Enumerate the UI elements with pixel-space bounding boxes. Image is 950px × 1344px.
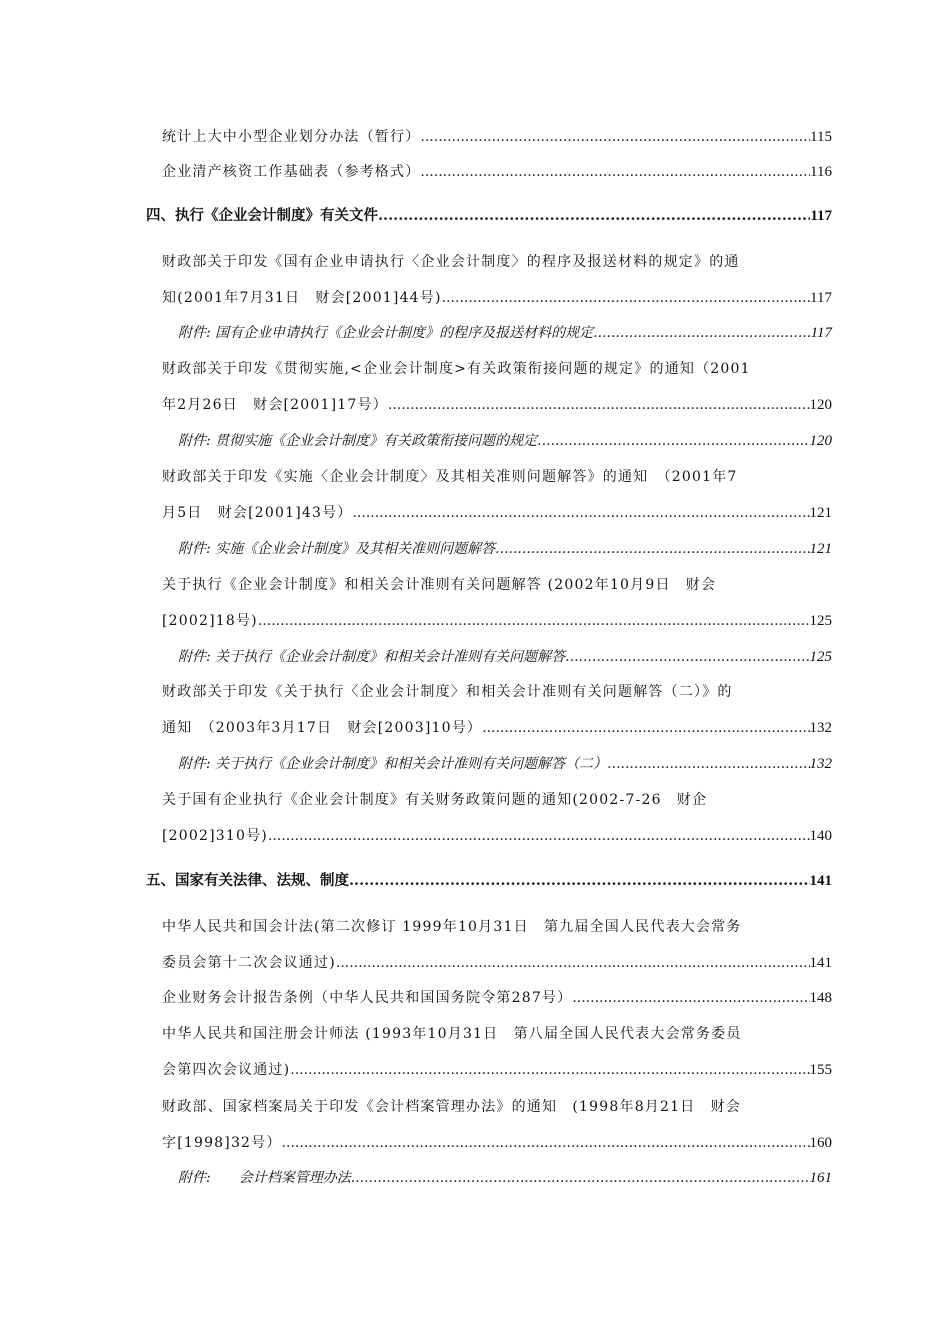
toc-page-number: 117 (810, 208, 832, 224)
toc-entry[interactable] (162, 1097, 832, 1153)
dot-leader (351, 1168, 810, 1188)
toc-entry-title-line2: 会第四次会议通过) (162, 1062, 291, 1078)
toc-attachment-title: 附件: 贯彻实施《企业会计制度》有关政策衔接问题的规定 (178, 433, 538, 449)
dot-leader (378, 206, 810, 226)
toc-entry-title-line2: 通知 （2003年3月17日 财会[2003]10号） (162, 720, 483, 736)
dot-leader (607, 754, 809, 774)
toc-attachment-title: 附件: 会计档案管理办法 (178, 1170, 351, 1186)
toc-entry-title: 企业财务会计报告条例（中华人民共和国国务院令第287号） (162, 990, 573, 1006)
toc-attachment[interactable] (178, 754, 832, 774)
toc-entry[interactable] (162, 917, 832, 973)
dot-leader (565, 647, 809, 667)
toc-attachment[interactable] (178, 539, 832, 559)
toc-entry-title-line2: 委员会第十二次会议通过) (162, 955, 336, 971)
toc-page-number: 161 (809, 1170, 832, 1186)
toc-attachment-title: 附件: 国有企业申请执行《企业会计制度》的程序及报送材料的规定 (178, 325, 594, 341)
toc-section-heading[interactable] (146, 871, 832, 891)
dot-leader (349, 871, 810, 891)
toc-page-number: 117 (810, 290, 832, 306)
toc-page-number: 125 (809, 649, 832, 665)
toc-page-number: 141 (809, 955, 832, 971)
toc-entry[interactable] (162, 252, 832, 308)
toc-entry-title-line2: [2002]310号) (162, 828, 268, 844)
toc-page-number: 120 (809, 397, 832, 413)
toc-entry[interactable] (162, 575, 832, 631)
toc-entry[interactable] (162, 1024, 832, 1080)
toc-page-number: 121 (809, 541, 832, 557)
toc-attachment-title: 附件: 关于执行《企业会计制度》和相关会计准则有关问题解答（二） (178, 756, 608, 772)
toc-entry[interactable] (162, 988, 832, 1008)
toc-page-number: 121 (809, 505, 832, 521)
dot-leader (420, 127, 810, 147)
toc-page-number: 125 (809, 613, 832, 629)
dot-leader (352, 503, 809, 523)
toc-entry-title: 统计上大中小型企业划分办法（暂行） (162, 129, 421, 145)
toc-entry-title-line2: 字[1998]32号） (162, 1135, 282, 1151)
toc-section-title: 五、国家有关法律、法规、制度 (146, 872, 349, 889)
toc-entry[interactable] (162, 359, 832, 415)
toc-entry-title-line2: 年2月26日 财会[2001]17号） (162, 397, 388, 413)
toc-attachment-title: 附件: 关于执行《企业会计制度》和相关会计准则有关问题解答 (178, 649, 566, 665)
toc-page-number: 120 (809, 433, 832, 449)
toc-page-number: 155 (809, 1062, 832, 1078)
toc-entry-title-line2: 月5日 财会[2001]43号） (162, 505, 353, 521)
toc-entry[interactable] (162, 790, 832, 846)
toc-attachment[interactable] (178, 431, 832, 451)
toc-entry[interactable] (162, 127, 832, 147)
toc-page-number: 132 (809, 720, 832, 736)
dot-leader (420, 162, 810, 182)
dot-leader (290, 1060, 809, 1080)
toc-attachment[interactable] (178, 323, 832, 343)
dot-leader (593, 323, 810, 343)
toc-page-number: 160 (809, 1135, 832, 1151)
toc-entry-title-line1: 财政部关于印发《贯彻实施,<企业会计制度>有关政策衔接问题的规定》的通知（2001 (162, 361, 751, 377)
toc-entry[interactable] (162, 467, 832, 523)
dot-leader (482, 718, 809, 738)
toc-section-title: 四、执行《企业会计制度》有关文件 (146, 207, 378, 224)
dot-leader (442, 288, 810, 308)
toc-attachment[interactable] (178, 1168, 832, 1188)
toc-page-number: 141 (809, 873, 832, 889)
dot-leader (336, 953, 810, 973)
toc-entry-title-line1: 财政部关于印发《国有企业申请执行〈企业会计制度〉的程序及报送材料的规定》的通 (162, 254, 740, 270)
toc-entry-title: 企业清产核资工作基础表（参考格式） (162, 164, 421, 180)
toc-entry-title-line1: 关于国有企业执行《企业会计制度》有关财务政策问题的通知(2002-7-26 财企 (162, 792, 708, 808)
toc-entry[interactable] (162, 682, 832, 738)
dot-leader (268, 826, 810, 846)
toc-page-number: 117 (810, 325, 832, 341)
toc-attachment[interactable] (178, 647, 832, 667)
toc-entry-title-line2: 知(2001年7月31日 财会[2001]44号) (162, 290, 442, 306)
toc-page-number: 115 (810, 129, 832, 145)
dot-leader (282, 1133, 810, 1153)
toc-entry-title-line1: 财政部关于印发《关于执行〈企业会计制度〉和相关会计准则有关问题解答（二）》的 (162, 684, 733, 700)
dot-leader (388, 395, 810, 415)
toc-page-number: 132 (809, 756, 832, 772)
toc-entry-title-line2: [2002]18号) (162, 613, 258, 629)
toc-entry-title-line1: 关于执行《企业会计制度》和相关会计准则有关问题解答 (2002年10月9日 财会 (162, 577, 717, 593)
toc-entry-title-line1: 中华人民共和国注册会计师法 (1993年10月31日 第八届全国人民代表大会常务委员 (162, 1026, 742, 1042)
toc-page-number: 140 (809, 828, 832, 844)
toc-page-number: 116 (810, 164, 832, 180)
toc-entry[interactable] (162, 162, 832, 182)
toc-attachment-title: 附件: 实施《企业会计制度》及其相关准则问题解答 (178, 541, 496, 557)
toc-entry-title-line1: 财政部关于印发《实施〈企业会计制度〉及其相关准则问题解答》的通知 （2001年7 (162, 469, 738, 485)
dot-leader (537, 431, 809, 451)
dot-leader (258, 611, 810, 631)
toc-entry-title-line1: 财政部、国家档案局关于印发《会计档案管理办法》的通知 (1998年8月21日 财会 (162, 1099, 742, 1115)
toc-entry-title-line1: 中华人民共和国会计法(第二次修订 1999年10月31日 第九届全国人民代表大会常务 (162, 919, 742, 935)
toc-section-heading[interactable] (146, 206, 832, 226)
dot-leader (572, 988, 809, 1008)
toc-page-number: 148 (809, 990, 832, 1006)
dot-leader (495, 539, 809, 559)
